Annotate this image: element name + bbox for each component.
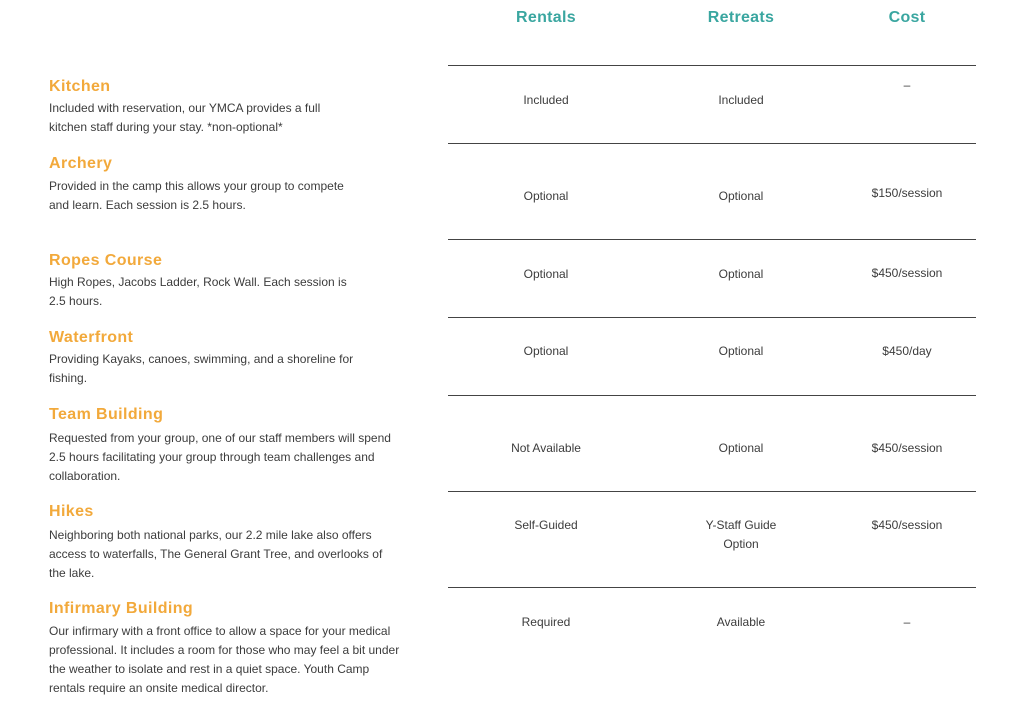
rentals-cell: Self-Guided xyxy=(514,518,578,532)
row-divider xyxy=(448,587,976,588)
column-header-cost: Cost xyxy=(888,9,926,26)
row-title: Hikes xyxy=(49,503,94,520)
row-title: Waterfront xyxy=(49,329,134,346)
row-title: Kitchen xyxy=(49,78,111,95)
row-divider xyxy=(448,491,976,492)
retreats-cell: Optional xyxy=(718,267,764,281)
retreats-cell: Included xyxy=(718,93,764,107)
row-divider xyxy=(448,395,976,396)
cost-cell: $150/session xyxy=(871,186,943,200)
cost-cell: – xyxy=(903,615,911,629)
row-title: Infirmary Building xyxy=(49,600,194,617)
retreats-cell: Available xyxy=(716,615,766,629)
retreats-cell: Y-Staff Guide Option xyxy=(705,518,777,551)
cost-cell: $450/session xyxy=(871,266,943,280)
rentals-cell: Not Available xyxy=(511,441,581,455)
cost-cell: $450/session xyxy=(871,518,943,532)
retreats-cell: Optional xyxy=(718,344,764,358)
rentals-cell: Required xyxy=(521,615,571,629)
row-description: Providing Kayaks, canoes, swimming, and a shoreline for fishing. xyxy=(49,352,354,385)
row-title: Ropes Course xyxy=(49,252,163,269)
row-description: High Ropes, Jacobs Ladder, Rock Wall. Each session is 2.5 hours. xyxy=(49,275,347,308)
cost-cell: $450/day xyxy=(882,344,932,358)
row-description: Our infirmary with a front office to allow a space for your medical professional. It includes a room for those who may feel a bit under the weather to isolate and rest in a quiet space. Youth Camp rentals require an onsite medical director. xyxy=(49,624,400,695)
row-title: Team Building xyxy=(49,406,164,423)
row-divider xyxy=(448,239,976,240)
rentals-cell: Included xyxy=(523,93,569,107)
cost-cell: $450/session xyxy=(871,441,943,455)
row-title: Archery xyxy=(49,155,113,172)
rentals-cell: Optional xyxy=(523,189,569,203)
column-header-retreats: Retreats xyxy=(707,9,775,26)
row-description: Neighboring both national parks, our 2.2 mile lake also offers access to waterfalls, The General Grant Tree, and overlooks of the lake. xyxy=(49,528,383,580)
row-divider xyxy=(448,65,976,66)
cost-cell: – xyxy=(903,78,911,92)
row-divider xyxy=(448,317,976,318)
row-description: Requested from your group, one of our staff members will spend 2.5 hours facilitating your group through team challenges and collaboration. xyxy=(49,431,391,483)
row-description: Provided in the camp this allows your group to compete and learn. Each session is 2.5 hours. xyxy=(49,179,344,212)
row-divider xyxy=(448,143,976,144)
retreats-cell: Optional xyxy=(718,441,764,455)
rentals-cell: Optional xyxy=(523,344,569,358)
column-header-rentals: Rentals xyxy=(516,9,576,26)
rentals-cell: Optional xyxy=(523,267,569,281)
retreats-cell: Optional xyxy=(718,189,764,203)
row-description: Included with reservation, our YMCA provides a full kitchen staff during your stay. *non-optional* xyxy=(49,101,321,134)
